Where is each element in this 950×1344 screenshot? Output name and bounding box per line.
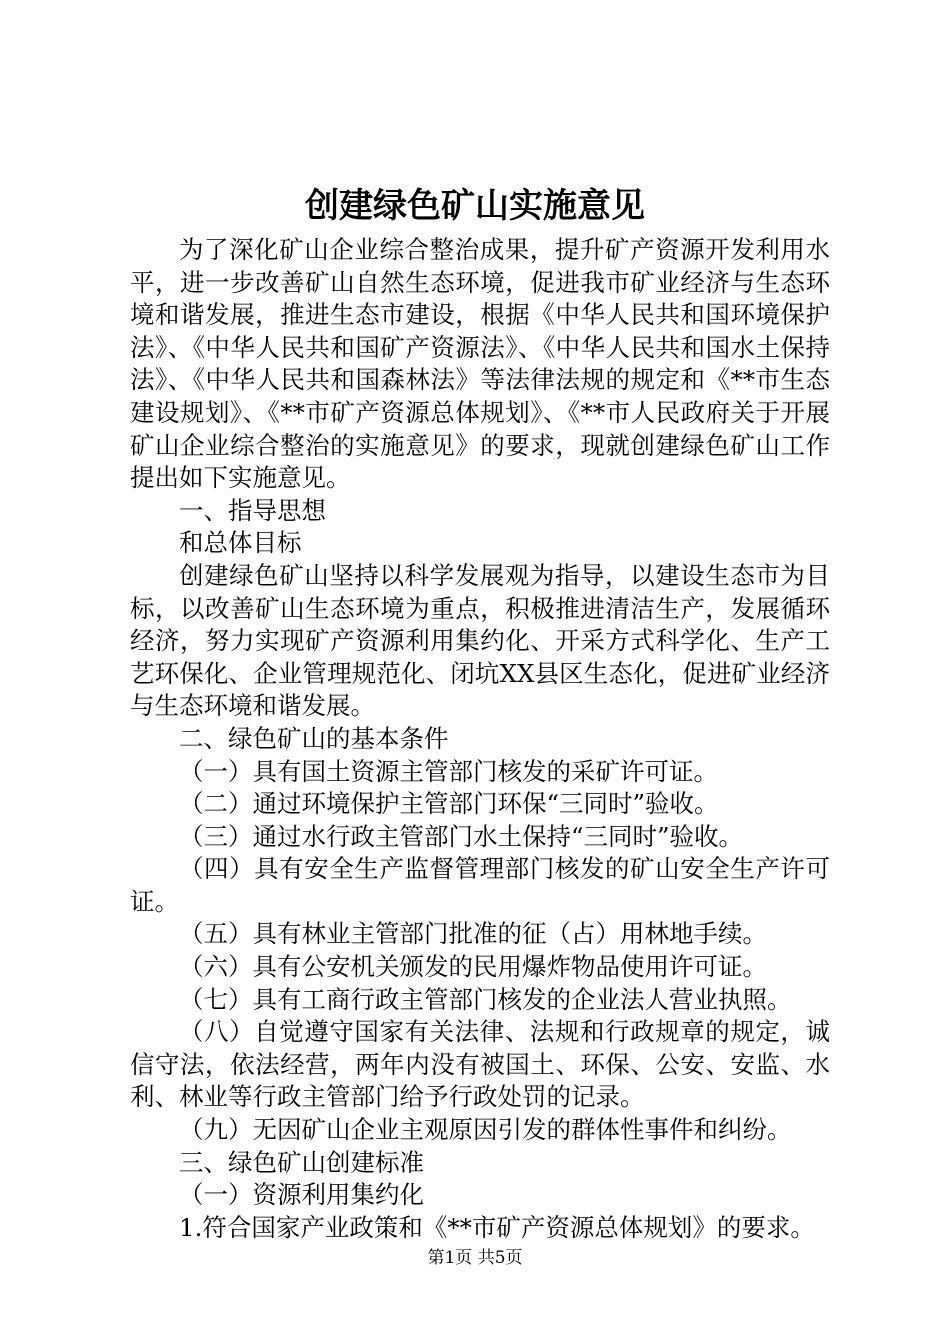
paragraph-intro: 为了深化矿山企业综合整治成果，提升矿产资源开发利用水平，进一步改善矿山自然生态环境，促进我市矿业经济与生态环境和谐发展，推进生态市建设，根据《中华人民共和国环境保护法》、《中华人民共和国矿产资源法》、《中华人民共和国水土保持法》、《中华人民共和国森林法》等法律法规的规定和《**市生态建设规划》、《**市矿产资源总体规划》、《**市人民政府关于开展矿山企业综合整治的实施意见》的要求，现就创建绿色矿山工作提出如下实施意见。 xyxy=(130,235,830,493)
condition-item-3: （三）通过水行政主管部门水土保持“三同时”验收。 xyxy=(179,821,744,851)
heading-overall-goal: 和总体目标 xyxy=(179,528,302,558)
condition-item-1: （一）具有国土资源主管部门核发的采矿许可证。 xyxy=(179,756,718,786)
condition-item-5: （五）具有林业主管部门批准的征（占）用林地手续。 xyxy=(179,919,767,949)
paragraph-goal: 创建绿色矿山坚持以科学发展观为指导，以建设生态市为目标，以改善矿山生态环境为重点，积极推进清洁生产，发展循环经济，努力实现矿产资源利用集约化、开采方式科学化、生产工艺环保化、企业管理规范化、闭坑XX县区生态化，促进矿业经济与生态环境和谐发展。 xyxy=(130,560,830,721)
document-title: 创建绿色矿山实施意见 xyxy=(305,186,645,226)
standard-item-1: 1.符合国家产业政策和《**市矿产资源总体规划》的要求。 xyxy=(179,1212,815,1242)
heading-creation-standards: 三、绿色矿山创建标准 xyxy=(179,1147,424,1177)
condition-item-7: （七）具有工商行政主管部门核发的企业法人营业执照。 xyxy=(179,984,792,1014)
page-footer: 第1页 共5页 xyxy=(427,1248,523,1268)
condition-item-6: （六）具有公安机关颁发的民用爆炸物品使用许可证。 xyxy=(179,952,767,982)
condition-item-8: （八）自觉遵守国家有关法律、法规和行政规章的规定，诚信守法，依法经营，两年内没有被国土、环保、公安、安监、水利、林业等行政主管部门给予行政处罚的记录。 xyxy=(130,1017,830,1112)
condition-item-2: （二）通过环境保护主管部门环保“三同时”验收。 xyxy=(179,789,719,819)
condition-item-9: （九）无因矿山企业主观原因引发的群体性事件和纠纷。 xyxy=(179,1115,792,1145)
document-body xyxy=(130,234,830,1244)
subheading-resource-utilization: （一）资源利用集约化 xyxy=(179,1180,424,1210)
heading-basic-conditions: 二、绿色矿山的基本条件 xyxy=(179,723,449,753)
condition-item-4: （四）具有安全生产监督管理部门核发的矿山安全生产许可证。 xyxy=(130,854,830,916)
heading-guiding-ideology: 一、指导思想 xyxy=(179,495,326,525)
